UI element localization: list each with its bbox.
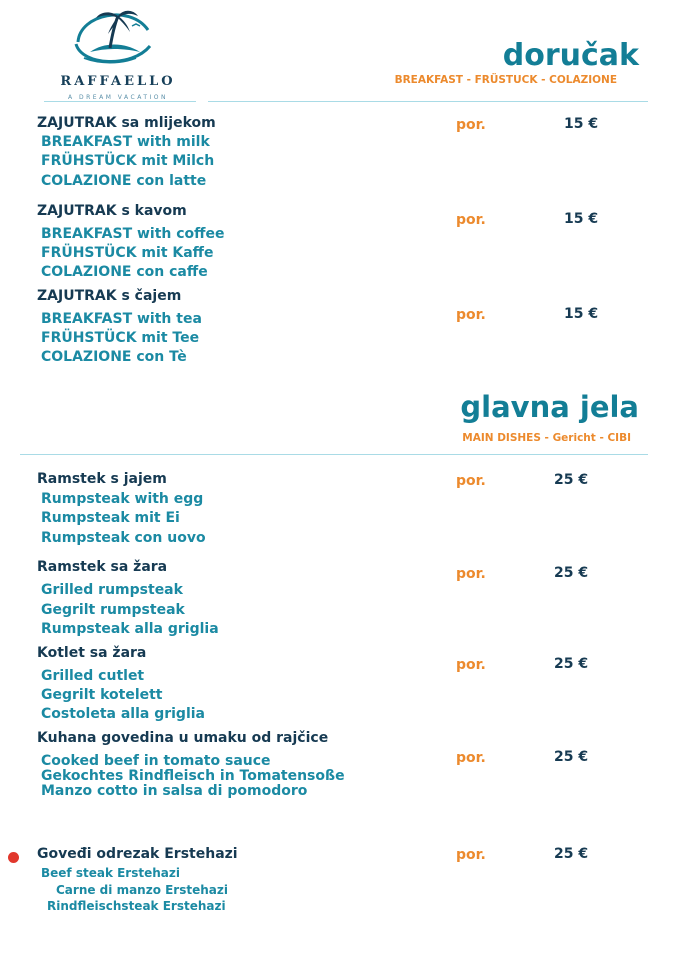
menu-item-title: ZAJUTRAK s čajem — [37, 288, 182, 304]
menu-item-translation: Gegrilt rumpsteak — [41, 602, 185, 618]
price: 25 € — [554, 656, 589, 672]
brand-tagline: A DREAM VACATION — [68, 94, 168, 101]
brand-name: RAFFAELLO — [60, 74, 176, 89]
menu-item-translation: Rumpsteak alla griglia — [41, 621, 219, 637]
section-title-breakfast: doručak — [502, 38, 639, 73]
menu-item-translation: Rumpsteak with egg — [41, 491, 204, 507]
price: 15 € — [564, 116, 599, 132]
section-subtitle-breakfast: BREAKFAST - FRÜSTUCK - COLAZIONE — [394, 74, 617, 86]
price: 15 € — [564, 306, 599, 322]
portion-label: por. — [456, 566, 486, 582]
menu-item-title: Goveđi odrezak Erstehazi — [37, 846, 238, 862]
menu-item-translation: FRÜHSTÜCK mit Kaffe — [41, 245, 214, 261]
menu-item-translation: FRÜHSTÜCK mit Milch — [41, 153, 215, 169]
price: 25 € — [554, 846, 589, 862]
menu-item-translation: BREAKFAST with milk — [41, 134, 210, 150]
logo-underline — [44, 101, 196, 102]
menu-item-translation: Cooked beef in tomato sauce — [41, 753, 271, 769]
portion-label: por. — [456, 212, 486, 228]
menu-item-translation: Carne di manzo Erstehazi — [56, 883, 228, 897]
menu-item-translation: BREAKFAST with tea — [41, 311, 202, 327]
menu-item-title: Ramstek sa žara — [37, 559, 168, 575]
menu-item-translation: Rindfleischsteak Erstehazi — [47, 899, 226, 913]
menu-item-translation: FRÜHSTÜCK mit Tee — [41, 330, 200, 346]
menu-item-translation: Gegrilt kotelett — [41, 687, 163, 703]
portion-label: por. — [456, 657, 486, 673]
menu-item-title: Kuhana govedina u umaku od rajčice — [37, 730, 329, 746]
menu-item-translation: COLAZIONE con latte — [41, 173, 207, 189]
palm-island-icon — [70, 2, 160, 72]
section-divider — [20, 454, 648, 455]
menu-item-title: Ramstek s jajem — [37, 471, 167, 487]
section-title-main-dishes: glavna jela — [460, 390, 639, 424]
menu-item-translation: Beef steak Erstehazi — [41, 866, 180, 880]
portion-label: por. — [456, 750, 486, 766]
menu-item-translation: Grilled cutlet — [41, 668, 145, 684]
menu-item-translation: Rumpsteak mit Ei — [41, 510, 180, 526]
menu-item-translation: COLAZIONE con Tè — [41, 349, 187, 365]
price: 25 € — [554, 472, 589, 488]
section-divider — [208, 101, 648, 102]
menu-item-translation: BREAKFAST with coffee — [41, 226, 225, 242]
menu-item-translation: Grilled rumpsteak — [41, 582, 183, 598]
menu-item-title: ZAJUTRAK s kavom — [37, 203, 187, 219]
price: 15 € — [564, 211, 599, 227]
menu-item-translation: Costoleta alla griglia — [41, 706, 206, 722]
logo — [44, 2, 184, 102]
menu-item-translation: COLAZIONE con caffe — [41, 264, 208, 280]
price: 25 € — [554, 565, 589, 581]
menu-item-translation: Gekochtes Rindfleisch in Tomatensoße — [41, 768, 345, 784]
section-subtitle-main-dishes: MAIN DISHES - Gericht - CIBI — [462, 432, 631, 444]
menu-item-title: ZAJUTRAK sa mlijekom — [37, 115, 216, 131]
portion-label: por. — [456, 117, 486, 133]
portion-label: por. — [456, 473, 486, 489]
menu-item-translation: Manzo cotto in salsa di pomodoro — [41, 783, 308, 799]
portion-label: por. — [456, 307, 486, 323]
menu-item-translation: Rumpsteak con uovo — [41, 530, 206, 546]
menu-item-title: Kotlet sa žara — [37, 645, 147, 661]
marker-dot — [8, 852, 19, 863]
price: 25 € — [554, 749, 589, 765]
portion-label: por. — [456, 847, 486, 863]
